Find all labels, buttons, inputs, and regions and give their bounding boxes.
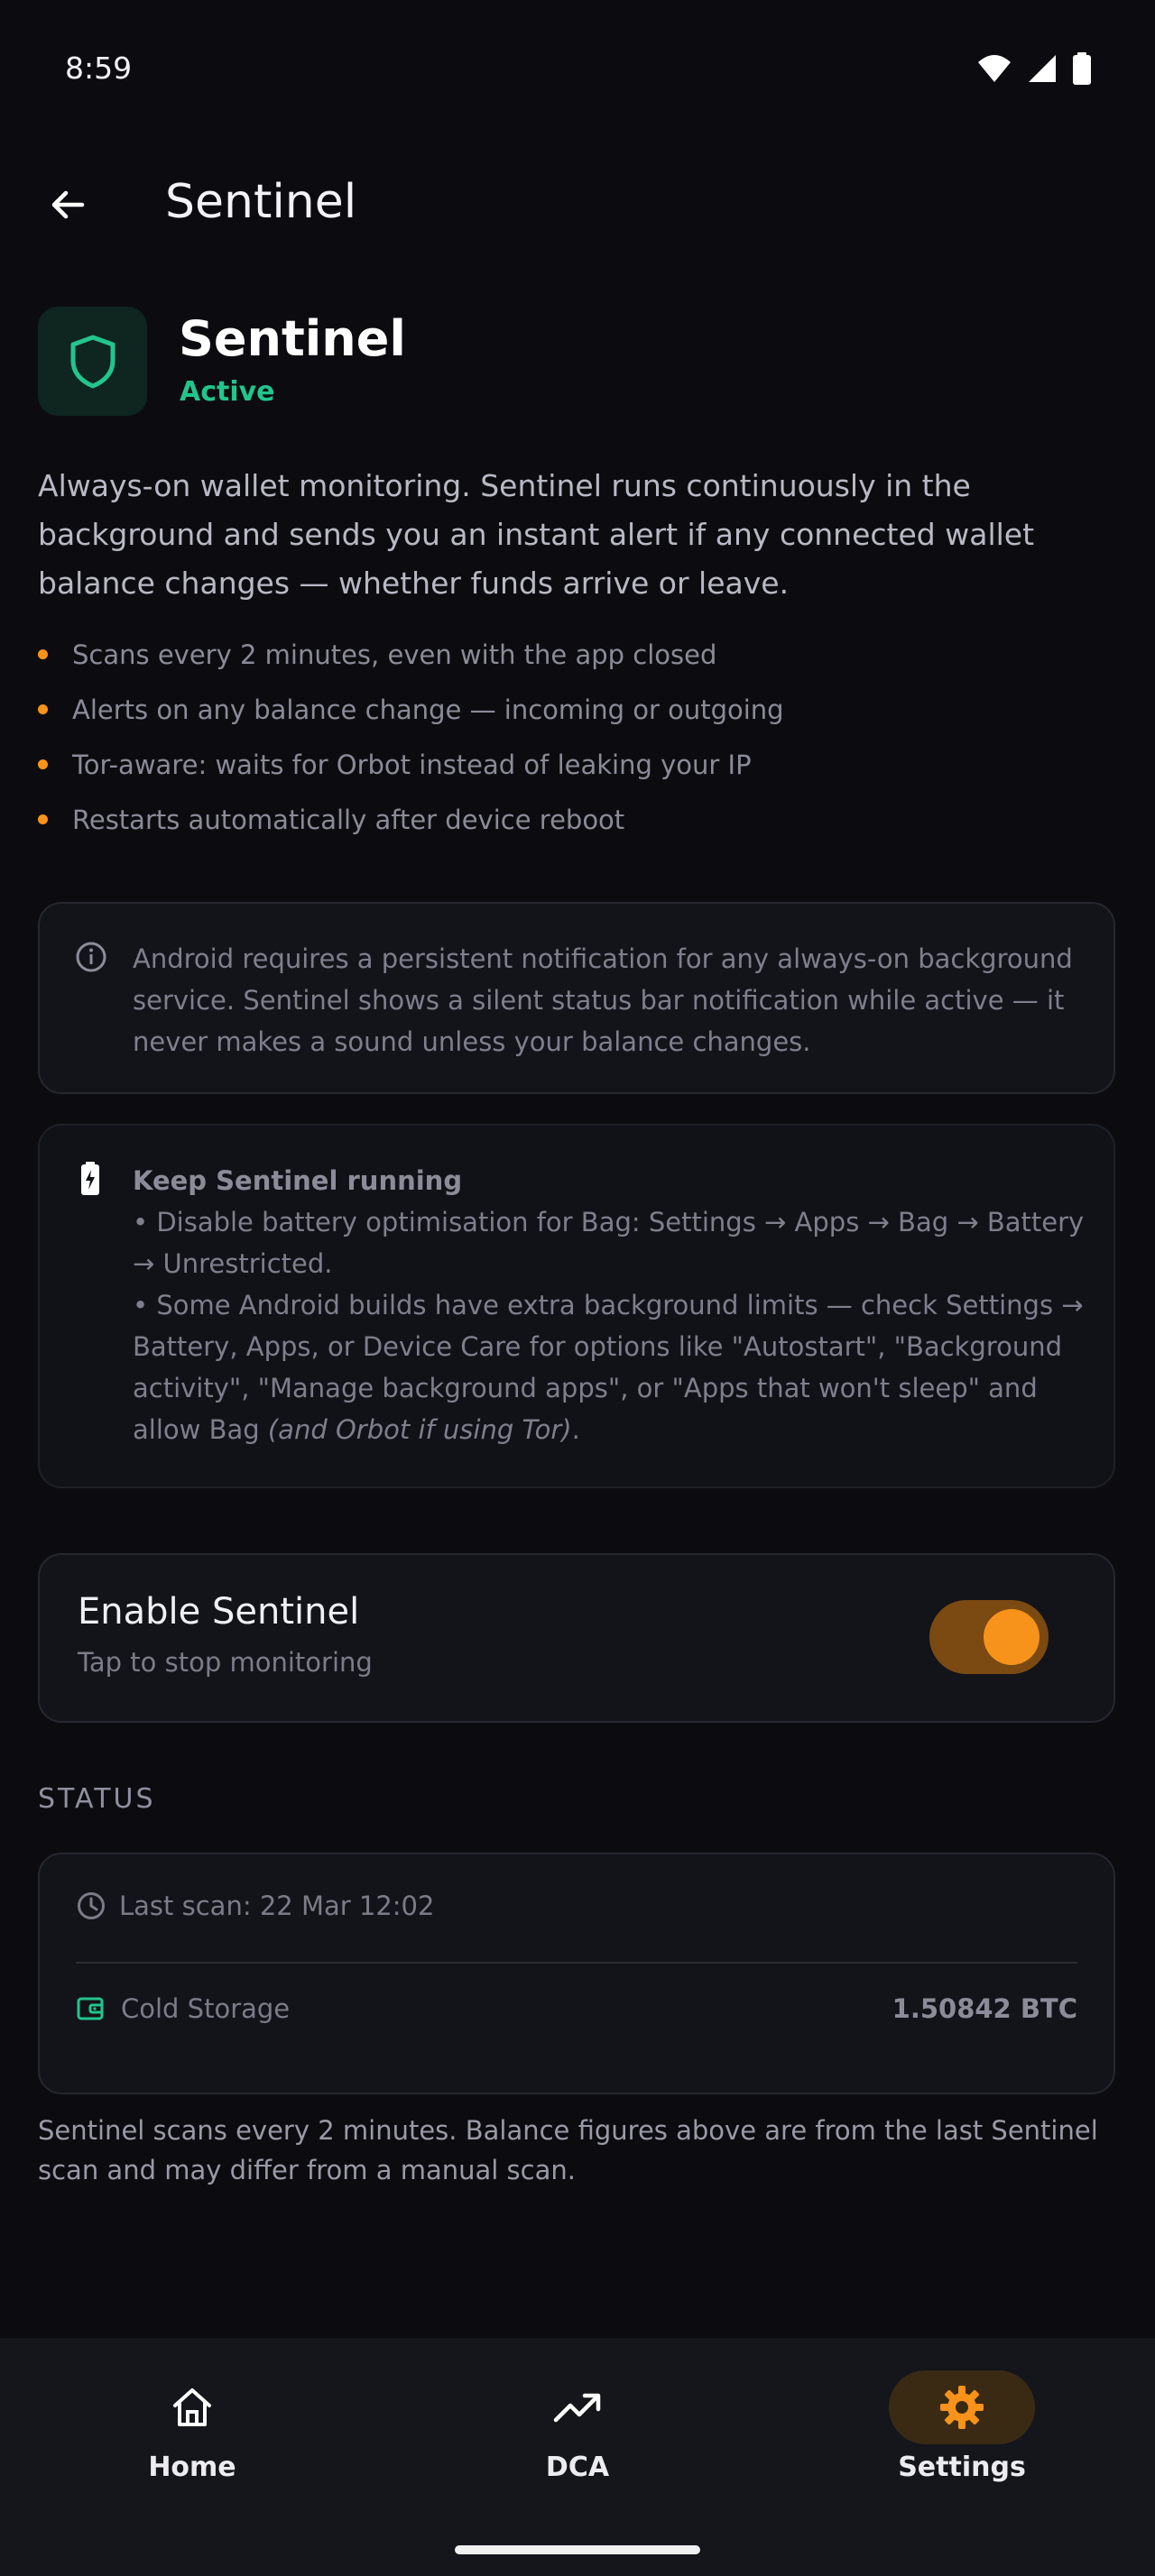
home-icon <box>170 2386 215 2429</box>
wallet-balance: 1.50842 BTC <box>892 1993 1077 2024</box>
status-time: 8:59 <box>65 51 133 86</box>
battery-tips-card <box>38 1124 1115 1488</box>
battery-tips-body <box>133 1201 1089 1450</box>
top-app-bar <box>0 153 1155 254</box>
system-status-bar <box>0 0 1155 135</box>
nav-dca-label: DCA <box>545 2452 610 2483</box>
shield-icon <box>67 333 119 391</box>
gear-icon <box>938 2384 985 2431</box>
last-scan-row <box>76 1891 434 1921</box>
info-text: Android requires a persistent notification for any always-on background service. Sentinel shows a silent status bar notification while active — it never makes a sound unless your balance changes. <box>133 943 1073 1057</box>
enable-sentinel-subtitle: Tap to stop monitoring <box>78 1647 373 1678</box>
battery-tip-2-italic: (and Orbot if using Tor) <box>267 1414 572 1445</box>
last-scan-text: Last scan: 22 Mar 12:02 <box>119 1891 435 1921</box>
divider <box>76 1962 1077 1964</box>
battery-tip-2-end: . <box>571 1414 580 1445</box>
wifi-icon <box>976 53 1012 84</box>
status-card <box>38 1853 1115 2094</box>
nav-home-icon-wrap <box>119 2370 265 2444</box>
list-item: Alerts on any balance change — incoming or outgoing <box>38 688 1103 743</box>
switch-knob <box>984 1609 1040 1665</box>
trending-up-icon <box>552 2389 603 2425</box>
battery-charging-icon <box>79 1162 101 1196</box>
list-item: Restarts automatically after device reboot <box>38 798 1103 853</box>
feature-description: Always-on wallet monitoring. Sentinel runs continuously in the background and sends you an instant alert if any connected wallet balance changes — whether funds arrive or leave. <box>38 468 1035 601</box>
wallet-row <box>76 1993 1077 2024</box>
status-icons <box>976 52 1092 85</box>
battery-tips-title: Keep Sentinel running <box>133 1165 463 1196</box>
status-badge: Active <box>180 376 275 408</box>
status-section-label: STATUS <box>38 1783 156 1815</box>
wallet-icon <box>76 1994 105 2023</box>
bottom-navigation <box>0 2338 1155 2576</box>
nav-settings[interactable] <box>770 2338 1154 2509</box>
list-item: Scans every 2 minutes, even with the app closed <box>38 633 1103 688</box>
feature-list <box>38 633 1103 853</box>
page-title: Sentinel <box>165 175 357 229</box>
scan-footnote: Sentinel scans every 2 minutes. Balance figures above are from the last Sentinel scan and may differ from a manual scan. <box>38 2115 1098 2185</box>
enable-sentinel-switch[interactable] <box>929 1600 1049 1674</box>
enable-sentinel-row[interactable] <box>38 1553 1115 1723</box>
cellular-signal-icon <box>1027 53 1058 84</box>
battery-tip-2-text: • Some Android builds have extra background limits — check Settings → Battery, Apps, or Device Care for options like "Autostart", "Background activity", "Manage background apps", or "Apps that won't sleep" and allow Bag <box>133 1290 1084 1445</box>
battery-icon <box>1072 52 1092 85</box>
info-icon <box>74 940 108 974</box>
nav-dca[interactable] <box>385 2338 770 2509</box>
battery-tip-1: • Disable battery optimisation for Bag: Settings → Apps → Bag → Battery → Unrestricted. <box>133 1207 1085 1279</box>
nav-home[interactable] <box>0 2338 384 2509</box>
clock-icon <box>76 1891 106 1921</box>
notification-info-card <box>38 902 1115 1094</box>
enable-sentinel-label: Enable Sentinel <box>78 1591 360 1633</box>
nav-dca-icon-wrap <box>504 2370 651 2444</box>
battery-tip-2 <box>133 1284 1089 1450</box>
wallet-name: Cold Storage <box>121 1993 291 2024</box>
nav-settings-label: Settings <box>898 2452 1026 2483</box>
arrow-back-icon <box>46 183 89 226</box>
list-item: Tor-aware: waits for Orbot instead of leaking your IP <box>38 743 1103 798</box>
back-button[interactable] <box>36 173 99 236</box>
nav-settings-icon-wrap <box>889 2370 1035 2444</box>
nav-home-label: Home <box>148 2452 236 2483</box>
sentinel-logo <box>38 307 147 416</box>
home-indicator[interactable] <box>455 2545 700 2554</box>
feature-title: Sentinel <box>179 310 406 367</box>
